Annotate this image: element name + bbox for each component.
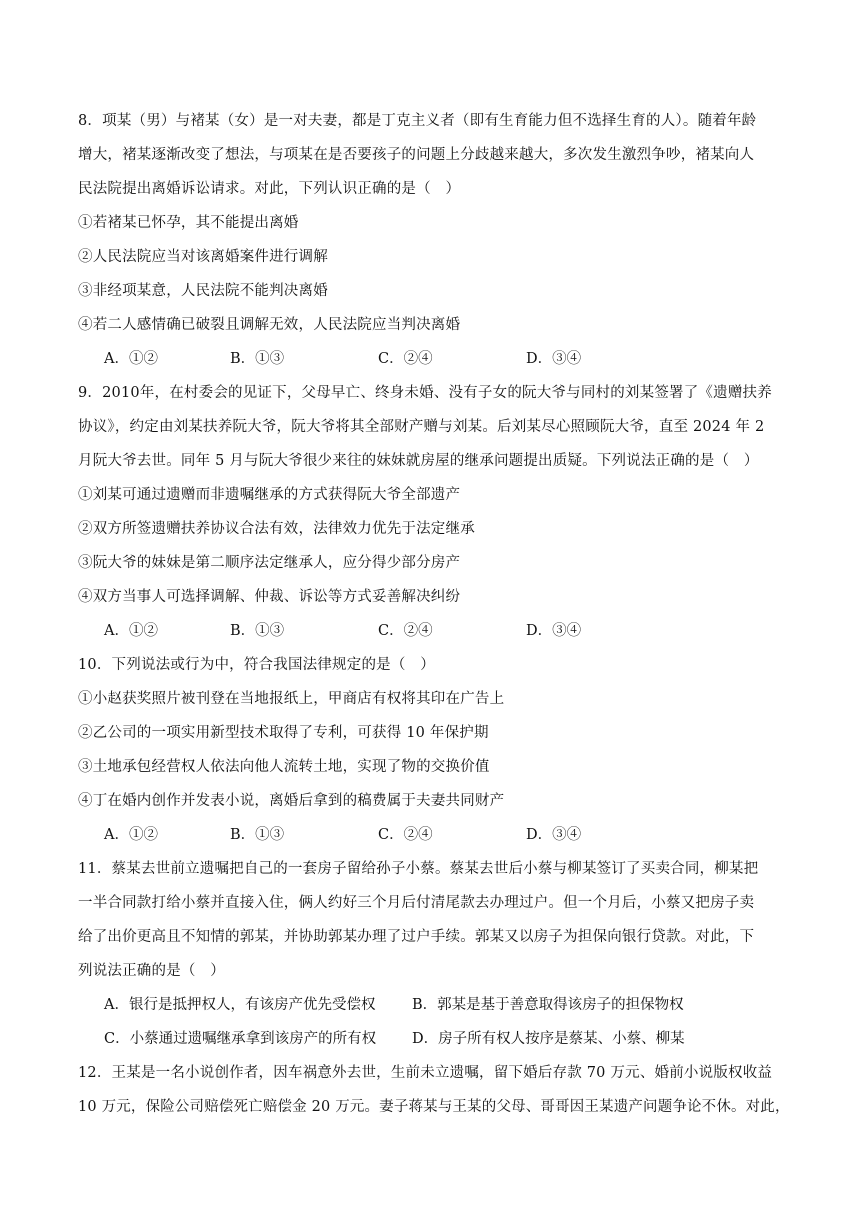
q11-option-c: C．小蔡通过遗嘱继承拿到该房产的所有权 bbox=[104, 1031, 377, 1047]
q11-stem-line-3: 给了出价更高且不知情的郭某，并协助郭某办理了过户手续。郭某又以房子为担保向银行贷款。对此，下 bbox=[78, 929, 755, 945]
q8-stem-line-2: 增大，褚某逐渐改变了想法，与项某在是否要孩子的问题上分歧越来越大，多次发生激烈争吵，褚某向人 bbox=[78, 147, 755, 163]
q9-option-c: C．②④ bbox=[378, 623, 433, 639]
q8-statement-4: ④若二人感情确已破裂且调解无效，人民法院应当判决离婚 bbox=[78, 317, 461, 333]
q9-option-b: B．①③ bbox=[230, 623, 285, 639]
q12-stem-line-1: 12．王某是一名小说创作者，因车祸意外去世，生前未立遗嘱，留下婚后存款 70 万元、婚前小说版权收益 bbox=[78, 1065, 773, 1081]
q12-stem-line-2: 10 万元，保险公司赔偿死亡赔偿金 20 万元。妻子蒋某与王某的父母、哥哥因王某遗产问题争论不休。对此， bbox=[78, 1099, 790, 1115]
q10-option-c: C．②④ bbox=[378, 827, 433, 843]
q11-option-d: D．房子所有权人按序是蔡某、小蔡、柳某 bbox=[412, 1031, 685, 1047]
q8-statement-2: ②人民法院应当对该离婚案件进行调解 bbox=[78, 249, 328, 265]
q11-stem-line-2: 一半合同款打给小蔡并直接入住，俩人约好三个月后付清尾款去办理过户。但一个月后，小蔡又把房子卖 bbox=[78, 895, 755, 911]
q10-statement-4: ④丁在婚内创作并发表小说，离婚后拿到的稿费属于夫妻共同财产 bbox=[78, 793, 505, 809]
q8-option-a: A．①② bbox=[104, 351, 158, 367]
q8-stem-line-1: 8．项某（男）与褚某（女）是一对夫妻，都是丁克主义者（即有生育能力但不选择生育的人）。随着年龄 bbox=[78, 113, 757, 129]
q9-stem-line-2: 协议》，约定由刘某扶养阮大爷，阮大爷将其全部财产赠与刘某。后刘某尽心照顾阮大爷，直至 2024 年 2 bbox=[78, 419, 765, 435]
q11-option-b: B．郭某是基于善意取得该房子的担保物权 bbox=[412, 997, 684, 1013]
q8-option-c: C．②④ bbox=[378, 351, 433, 367]
q10-statement-3: ③土地承包经营权人依法向他人流转土地，实现了物的交换价值 bbox=[78, 759, 490, 775]
q8-option-b: B．①③ bbox=[230, 351, 285, 367]
q8-option-d: D．③④ bbox=[526, 351, 582, 367]
q9-stem-line-3: 月阮大爷去世。同年 5 月与阮大爷很少来往的妹妹就房屋的继承问题提出质疑。下列说法正确的是（ ） bbox=[78, 453, 759, 469]
q9-option-a: A．①② bbox=[104, 623, 158, 639]
q10-option-d: D．③④ bbox=[526, 827, 582, 843]
q10-option-b: B．①③ bbox=[230, 827, 285, 843]
q8-statement-3: ③非经项某意，人民法院不能判决离婚 bbox=[78, 283, 328, 299]
q9-statement-4: ④双方当事人可选择调解、仲裁、诉讼等方式妥善解决纠纷 bbox=[78, 589, 461, 605]
q11-option-a: A．银行是抵押权人，有该房产优先受偿权 bbox=[104, 997, 376, 1013]
q9-statement-1: ①刘某可通过遗赠而非遗嘱继承的方式获得阮大爷全部遗产 bbox=[78, 487, 461, 503]
q9-statement-3: ③阮大爷的妹妹是第二顺序法定继承人，应分得少部分房产 bbox=[78, 555, 461, 571]
q10-statement-1: ①小赵获奖照片被刊登在当地报纸上，甲商店有权将其印在广告上 bbox=[78, 691, 505, 707]
q9-option-d: D．③④ bbox=[526, 623, 582, 639]
q9-stem-line-1: 9．2010年，在村委会的见证下，父母早亡、终身未婚、没有子女的阮大爷与同村的刘某签署了《遗赠扶养 bbox=[78, 385, 772, 401]
q10-option-a: A．①② bbox=[104, 827, 158, 843]
q11-stem-line-4: 列说法正确的是（ ） bbox=[78, 963, 225, 979]
q10-statement-2: ②乙公司的一项实用新型技术取得了专利，可获得 10 年保护期 bbox=[78, 725, 489, 741]
q11-stem-line-1: 11．蔡某去世前立遗嘱把自己的一套房子留给孙子小蔡。蔡某去世后小蔡与柳某签订了买卖合同，柳某把 bbox=[78, 861, 759, 877]
q9-statement-2: ②双方所签遗赠扶养协议合法有效，法律效力优先于法定继承 bbox=[78, 521, 475, 537]
q10-stem: 10．下列说法或行为中，符合我国法律规定的是（ ） bbox=[78, 657, 435, 673]
q8-stem-line-3: 民法院提出离婚诉讼请求。对此，下列认识正确的是（ ） bbox=[78, 181, 461, 197]
q8-statement-1: ①若褚某已怀孕，其不能提出离婚 bbox=[78, 215, 299, 231]
